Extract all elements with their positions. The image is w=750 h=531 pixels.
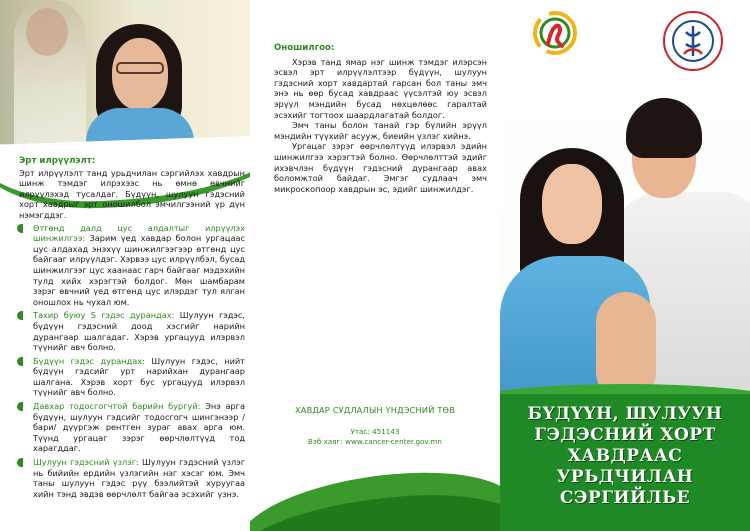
list-item — [19, 356, 245, 398]
diagnosis-text — [274, 43, 487, 194]
photo-woman-face — [542, 164, 602, 244]
list-item — [19, 401, 245, 454]
photo-smiling-couple — [500, 92, 750, 400]
early-detection-text — [19, 156, 245, 502]
early-detection-heading: Эрт илрүүлэлт: — [19, 156, 96, 166]
list-item-title: Өтгөнд далд цус алдалтыг илрүүлэх шинжилгээ: — [33, 222, 245, 244]
green-bullet-icon — [17, 357, 23, 366]
list-item — [19, 223, 245, 308]
green-bullet-icon — [17, 402, 23, 411]
list-item-text: Шулуун гэдэсний үзлэг нь бийийн ердийн үзлэгийн нэг хэсэг юм. Эмч таны шулуун гэдэс рүү бээлийтэй хуруугаа хийн тэнд эвдэв өөрчлөлт байгаа эсэхийг үзнэ. — [33, 457, 245, 499]
cover-title-line: БҮДҮҮН, ШУЛУУН — [527, 404, 723, 424]
center-phone: Утас: 451143 — [350, 427, 400, 436]
center-name: ХАВДАР СУДЛАЛЫН ҮНДЭСНИЙ ТӨВ — [294, 405, 456, 415]
cover-title-line: ГЭДЭСНИЙ ХОРТ — [534, 425, 716, 445]
early-detection-intro: Эрт илрүүлэлт танд урьдчилан сэргийлэх хавдрын шинж тэмдэг илрэхээс нь өмнө өвчнийг илрүүлэхэд тусалдаг. Бүдүүн, шулуун гэдэсний хорт хавдрыг эрт оношилбол эмчилгээний үр дүн нэмэгддэг. — [19, 167, 245, 220]
list-item-title: Бүдүүн гэдэс дурандах: — [33, 355, 145, 366]
list-item-text: Энэ арга бүдүүн, шулуун гэдсийг тодосгогч шингэнээр /бари/ дүүргэж рентген зураг авах арга юм. Түүнд ургацаг зэрэг өөрчлөлтүүд тод харагддаг. — [33, 401, 245, 454]
diagnosis-paragraph: Хэрэв танд ямар нэг шинж тэмдэг илэрсэн эсвэл эрт илрүүлэлтээр бүдүүн, шулуун гэдэсний хорт хавдартай гарсан бол таны эмч энэ нь өөр бусад хавдраас үүсэлтэй юу эсвэл эрүүл мэндийн бусад нөхцөлөөс гаралтай эсэхийг тогтоох шаардлагатай болдог. — [274, 56, 487, 120]
list-item — [19, 457, 245, 499]
panel-cover — [500, 0, 750, 531]
center-website-link[interactable]: Вэб хаяг: www.cancer-center.gov.mn — [308, 437, 442, 446]
photo-background-head — [26, 8, 68, 56]
diagnosis-paragraph: Ургацаг зэрэг өөрчлөлтүүд илэрвэл эдийн шинжилгээ хэрэгтэй болно. Өөрчлөлттэй эдийг ихэвчлэн бүдүүн гэдэсний дурангаар авах боломжтой байдаг. Эмгэг судлаач эмч микроскопоор хавдрын эс, эдийг шинжилдэг. — [274, 141, 487, 194]
list-item-title: Тахир буюу S гэдэс дурандах: — [33, 310, 175, 321]
green-bullet-icon — [17, 224, 23, 233]
list-item-title: Давхар тодосгогчтой барийн бургуй: — [33, 401, 201, 412]
cover-title-line: СЭРГИЙЛЬЕ — [559, 488, 691, 508]
panel-diagnosis — [250, 0, 500, 531]
green-bullet-icon — [17, 458, 23, 467]
cancer-center-seal-icon — [662, 10, 724, 72]
panel-early-detection — [0, 0, 250, 531]
list-item-title: Шулуун гэдэсний үзлэг: — [33, 457, 139, 468]
photo-man-hair — [626, 98, 702, 158]
ribbon-logo-icon — [530, 10, 580, 56]
diagnosis-paragraph: Эмч таны болон танай гэр бүлийн эрүүл мэндийн түүхийг асууж, биеийн үзлэг хийнэ. — [274, 120, 487, 141]
list-item — [19, 310, 245, 352]
list-item-text: Шулуун гэдэс, бүдүүн гэдэсний доод хэсгийг нарийн дурангаар шалгадаг. Хэрэв ургацууд илэрвэл түүнийг авч болно. — [33, 310, 246, 353]
photo-woman-glasses — [116, 62, 164, 74]
list-item-text: Зарим үед хавдар болон ургацаас цус алдахад энэхүү шинжилгээгээр өтгөнд цус байгааг илрүүлдэг. Хэрвээ цус илрүүлбэл, бусад шинжилгээг цус хаанаас гарч байгааг мэдэхийн тулд хийх хэрэгтэй болдог. Мөн шамбарам зэрэг өвчний үед өтгөнд цус илэрдэг тул ялган оношлох нь чухал юм. — [33, 233, 245, 307]
cover-title — [500, 404, 750, 509]
cover-title-line: ХАВДРААС — [567, 446, 683, 466]
photo-woman-face — [112, 38, 168, 110]
diagnosis-heading: Оношилгоо: — [274, 43, 335, 53]
green-bullet-icon — [17, 311, 23, 320]
cover-title-line: УРЬДЧИЛАН — [556, 467, 694, 487]
list-item-text: Шулуун гэдэс, нийт бүдүүн гэдсийг урт нарийхан дурангаар шалгана. Хэрэв хорт бус ургацууд илэрвэл түүнийг авч болно. — [33, 355, 245, 398]
screening-methods-list — [19, 223, 245, 500]
